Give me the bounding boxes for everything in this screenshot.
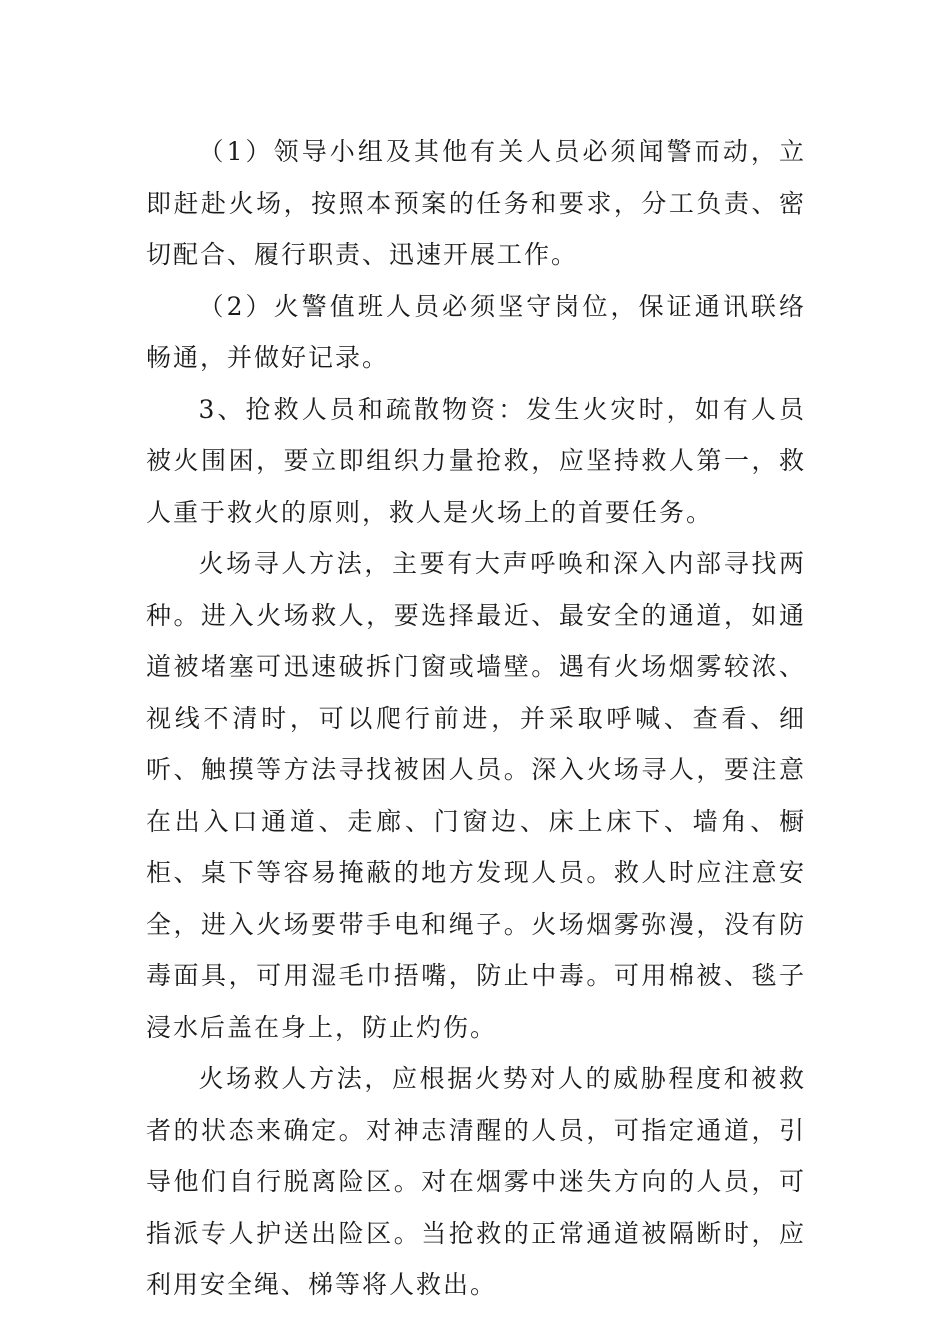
paragraph-3: 3、抢救人员和疏散物资：发生火灾时，如有人员被火围困，要立即组织力量抢救，应坚持救人第一，救人重于救火的原则，救人是火场上的首要任务。 <box>146 394 806 527</box>
paragraph-1: （1）领导小组及其他有关人员必须闻警而动，立即赶赴火场，按照本预案的任务和要求，分工负责、密切配合、履行职责、迅速开展工作。 <box>146 137 806 269</box>
paragraph-5: 火场救人方法，应根据火势对人的威胁程度和被救者的状态来确定。对神志清醒的人员，可指定通道，引导他们自行脱离险区。对在烟雾中迷失方向的人员，可指派专人护送出险区。当抢救的正常通道被隔断时，应利用安全绳、梯等将人救出。 <box>146 1064 806 1299</box>
paragraph-4: 火场寻人方法，主要有大声呼唤和深入内部寻找两种。进入火场救人，要选择最近、最安全的通道，如通道被堵塞可迅速破拆门窗或墙壁。遇有火场烟雾较浓、视线不清时，可以爬行前进，并采取呼喊、查看、细听、触摸等方法寻找被困人员。深入火场寻人，要注意在出入口通道、走廊、门窗边、床上床下、墙角、橱柜、桌下等容易掩蔽的地方发现人员。救人时应注意安全，进入火场要带手电和绳子。火场烟雾弥漫，没有防毒面具，可用湿毛巾捂嘴，防止中毒。可用棉被、毯子浸水后盖在身上，防止灼伤。 <box>146 549 806 1042</box>
document-body <box>146 126 806 1311</box>
paragraph-2: （2）火警值班人员必须坚守岗位，保证通讯联络畅通，并做好记录。 <box>146 291 806 372</box>
